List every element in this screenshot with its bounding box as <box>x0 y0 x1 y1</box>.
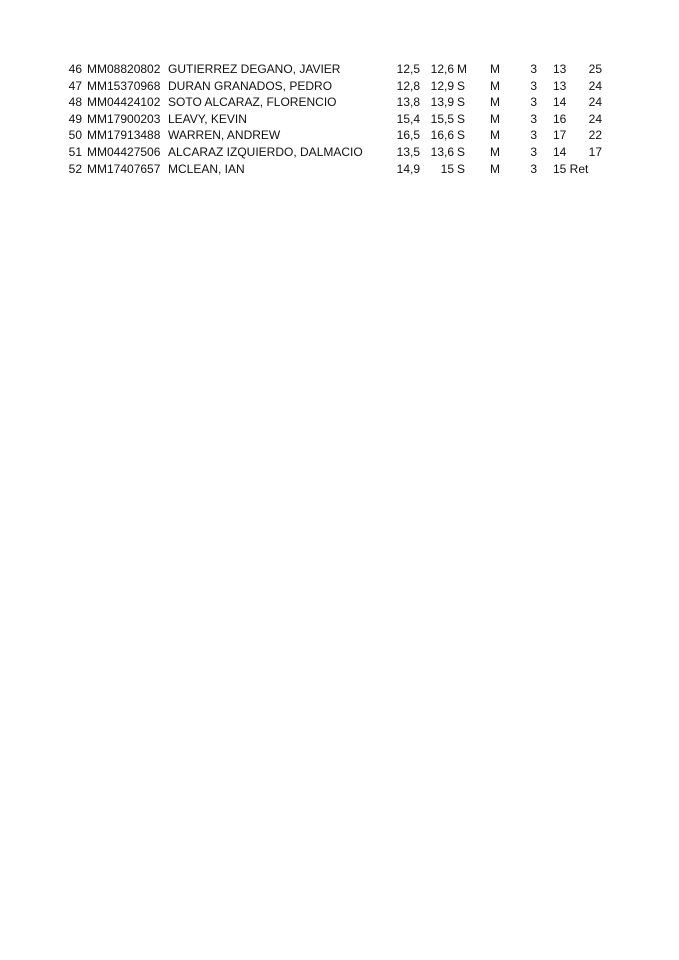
number-1-cell: 3 <box>530 111 537 126</box>
number-1-cell: 3 <box>530 95 537 110</box>
value-1-cell: 13,8 <box>396 95 420 110</box>
license-id-cell: MM04424102 <box>87 95 161 110</box>
table-row <box>0 127 679 144</box>
license-id-cell: MM15370968 <box>87 78 161 93</box>
value-1-cell: 16,5 <box>396 128 420 143</box>
value-1-cell: 15,4 <box>396 111 420 126</box>
license-id-cell: MM08820802 <box>87 62 161 76</box>
class-cell: S <box>457 161 466 176</box>
value-1-cell: 14,9 <box>396 161 420 176</box>
position-cell: 46 <box>68 62 82 76</box>
license-id-cell: MM17900203 <box>87 111 161 126</box>
category-cell: M <box>490 144 500 159</box>
number-2-cell: 13 <box>553 62 567 76</box>
category-cell: M <box>490 78 500 93</box>
value-1-cell: 12,8 <box>396 78 420 93</box>
number-2-cell: 15 Ret <box>553 161 589 176</box>
position-cell: 49 <box>68 111 82 126</box>
number-3-cell: 24 <box>588 78 602 93</box>
number-3-cell: 22 <box>588 128 602 143</box>
number-3-cell: 25 <box>588 62 602 76</box>
value-2-cell: 16,6 <box>430 128 454 143</box>
value-2-cell: 13,9 <box>430 95 454 110</box>
value-2-cell: 12,6 <box>430 62 454 76</box>
name-cell: MCLEAN, IAN <box>168 161 245 176</box>
category-cell: M <box>490 95 500 110</box>
number-1-cell: 3 <box>530 144 537 159</box>
number-3-cell: 24 <box>588 95 602 110</box>
number-1-cell: 3 <box>530 62 537 76</box>
name-cell: LEAVY, KEVIN <box>168 111 247 126</box>
number-3-cell: 17 <box>588 144 602 159</box>
position-cell: 52 <box>68 161 82 176</box>
value-1-cell: 12,5 <box>396 62 420 76</box>
license-id-cell: MM17913488 <box>87 128 161 143</box>
number-1-cell: 3 <box>530 128 537 143</box>
position-cell: 48 <box>68 95 82 110</box>
table-row <box>0 94 679 111</box>
class-cell: S <box>457 95 466 110</box>
value-1-cell: 13,5 <box>396 144 420 159</box>
table-row <box>0 61 679 78</box>
number-2-cell: 17 <box>553 128 567 143</box>
value-2-cell: 13,6 <box>430 144 454 159</box>
name-cell: SOTO ALCARAZ, FLORENCIO <box>168 95 337 110</box>
class-cell: M <box>457 62 467 76</box>
number-2-cell: 16 <box>553 111 567 126</box>
position-cell: 51 <box>68 144 82 159</box>
value-2-cell: 15,5 <box>430 111 454 126</box>
name-cell: ALCARAZ IZQUIERDO, DALMACIO <box>168 144 363 159</box>
category-cell: M <box>490 161 500 176</box>
class-cell: S <box>457 128 466 143</box>
name-cell: WARREN, ANDREW <box>168 128 281 143</box>
table-row <box>0 161 679 178</box>
category-cell: M <box>490 62 500 76</box>
number-1-cell: 3 <box>530 78 537 93</box>
name-cell: GUTIERREZ DEGANO, JAVIER <box>168 62 341 76</box>
value-2-cell: 12,9 <box>430 78 454 93</box>
name-cell: DURAN GRANADOS, PEDRO <box>168 78 333 93</box>
position-cell: 50 <box>68 128 82 143</box>
table-row <box>0 144 679 161</box>
table-row <box>0 111 679 128</box>
position-cell: 47 <box>68 78 82 93</box>
table-row <box>0 78 679 95</box>
value-2-cell: 15 <box>440 161 454 176</box>
number-2-cell: 14 <box>553 95 567 110</box>
license-id-cell: MM04427506 <box>87 144 161 159</box>
class-cell: S <box>457 78 466 93</box>
number-3-cell: 24 <box>588 111 602 126</box>
number-1-cell: 3 <box>530 161 537 176</box>
class-cell: S <box>457 144 466 159</box>
results-table <box>0 61 679 177</box>
class-cell: S <box>457 111 466 126</box>
category-cell: M <box>490 128 500 143</box>
number-2-cell: 14 <box>553 144 567 159</box>
number-2-cell: 13 <box>553 78 567 93</box>
category-cell: M <box>490 111 500 126</box>
license-id-cell: MM17407657 <box>87 161 161 176</box>
